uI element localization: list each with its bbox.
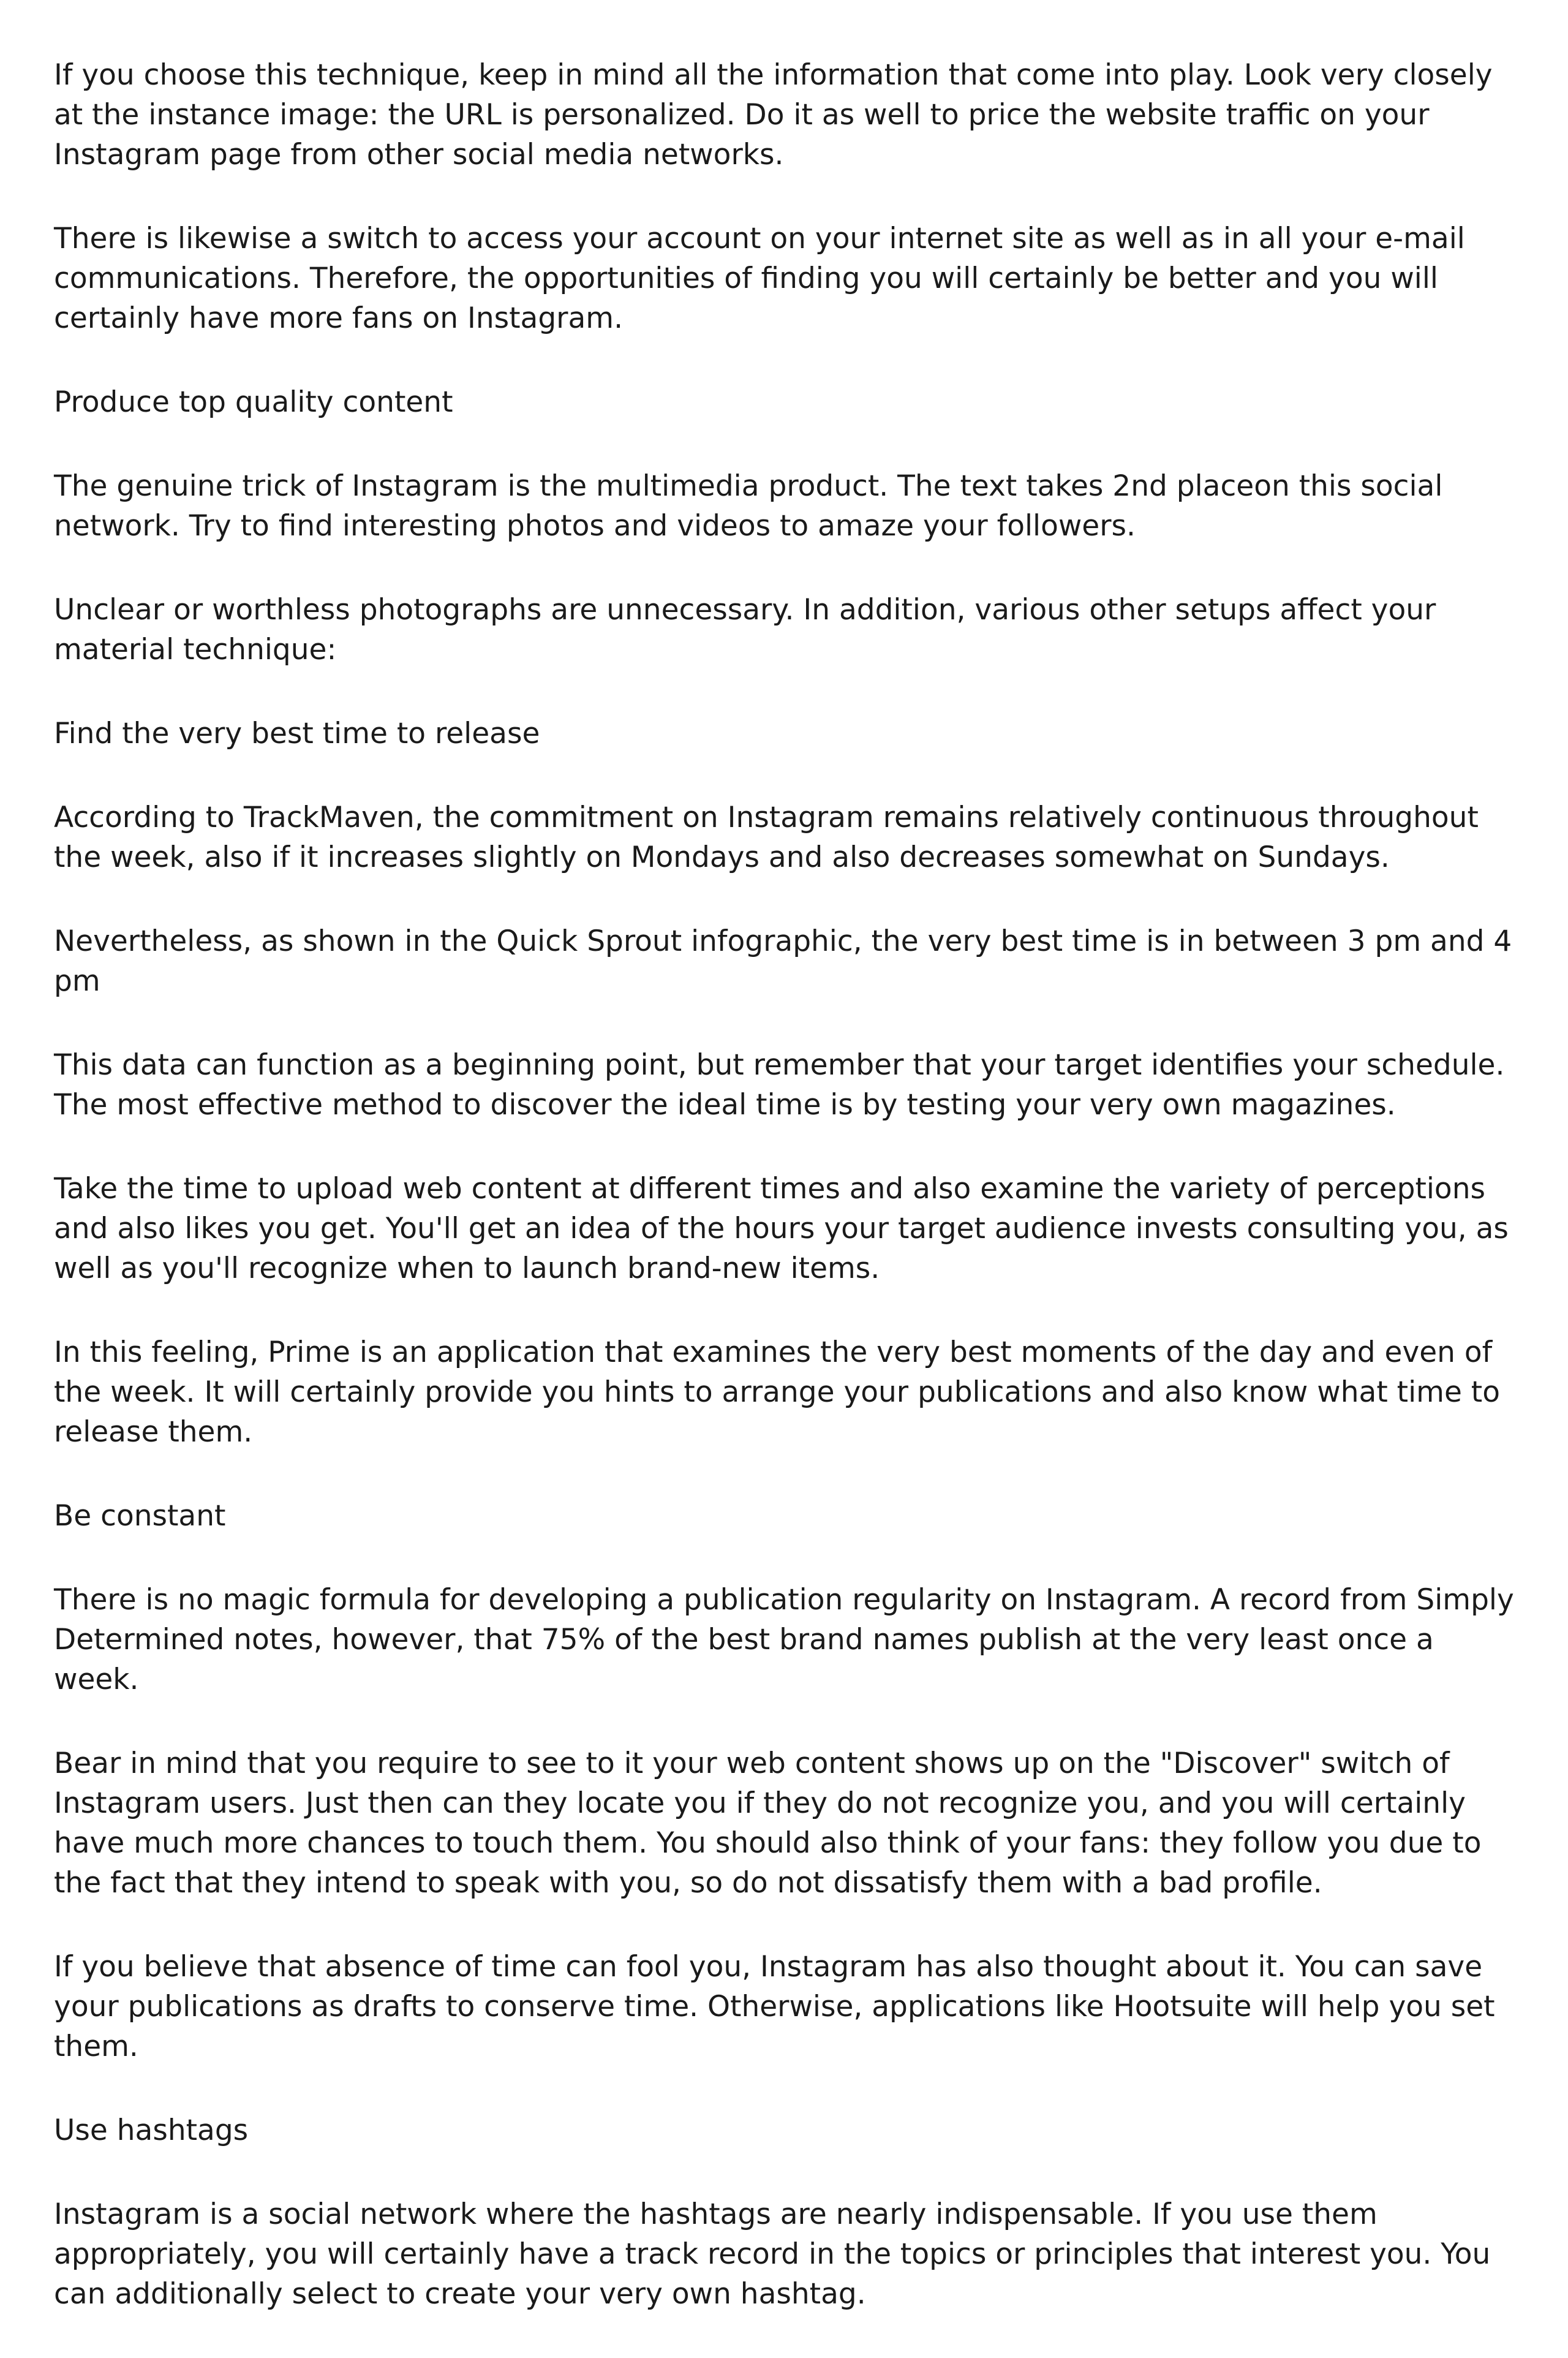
paragraph-multimedia-product: The genuine trick of Instagram is the multimedia product. The text takes 2nd placeon this social network. Try to find interesting photos and videos to amaze your followers.	[54, 469, 1443, 543]
paragraph-unclear-photographs: Unclear or worthless photographs are unnecessary. In addition, various other setups affect your material technique:	[54, 593, 1436, 667]
paragraph-url-personalized: If you choose this technique, keep in mind all the information that come into play. Look very closely at the instance image: the URL is personalized. Do it as well to price the website traffic on your Instagram page from other social media networks.	[54, 58, 1493, 172]
paragraph-beginning-point: This data can function as a beginning point, but remember that your target identifies your schedule. The most effective method to discover the ideal time is by testing your very own magazines.	[54, 1048, 1505, 1122]
paragraph-drafts-hootsuite: If you believe that absence of time can fool you, Instagram has also thought about it. You can save your publications as drafts to conserve time. Otherwise, applications like Hootsuite will help you set them.	[54, 1950, 1495, 2063]
paragraph-hashtags-indispensable: Instagram is a social network where the hashtags are nearly indispensable. If you use them appropriately, you will certainly have a track record in the topics or principles that interest you. You can additionally select to create your very own hashtag.	[54, 2197, 1491, 2311]
paragraph-account-switch: There is likewise a switch to access your account on your internet site as well as in all your e-mail communications. Therefore, the opportunities of finding you will certainly be better and you will certainly have more fans on Instagram.	[54, 222, 1465, 335]
heading-use-hashtags: Use hashtags	[54, 2114, 249, 2147]
heading-be-constant: Be constant	[54, 1499, 226, 1533]
heading-best-time-to-release: Find the very best time to release	[54, 717, 540, 750]
paragraph-upload-different-times: Take the time to upload web content at different times and also examine the variety of perceptions and also likes you get. You'll get an idea of the hours your target audience invests consulting you, as well as you'll recognize when to launch brand-new items.	[54, 1172, 1509, 1285]
paragraph-discover-switch: Bear in mind that you require to see to it your web content shows up on the "Discover" switch of Instagram users. Just then can they locate you if they do not recognize you, and you will certainly have much more chances to touch them. You should also think of your fans: they follow you due to the fact that they intend to speak with you, so do not dissatisfy them with a bad profile.	[54, 1747, 1482, 1900]
paragraph-prime-application: In this feeling, Prime is an application that examines the very best moments of the day and even of the week. It will certainly provide you hints to arrange your publications and also know what time to release them.	[54, 1336, 1500, 1449]
heading-produce-quality-content: Produce top quality content	[54, 385, 453, 419]
paragraph-publication-regularity: There is no magic formula for developing a publication regularity on Instagram. A record from Simply Determined notes, however, that 75% of the best brand names publish at the very least once a week.	[54, 1583, 1514, 1696]
document-page	[54, 55, 1524, 2358]
paragraph-quick-sprout: Nevertheless, as shown in the Quick Sprout infographic, the very best time is in between 3 pm and 4 pm	[54, 924, 1512, 998]
paragraph-trackmaven: According to TrackMaven, the commitment on Instagram remains relatively continuous throughout the week, also if it increases slightly on Mondays and also decreases somewhat on Sundays.	[54, 801, 1479, 874]
